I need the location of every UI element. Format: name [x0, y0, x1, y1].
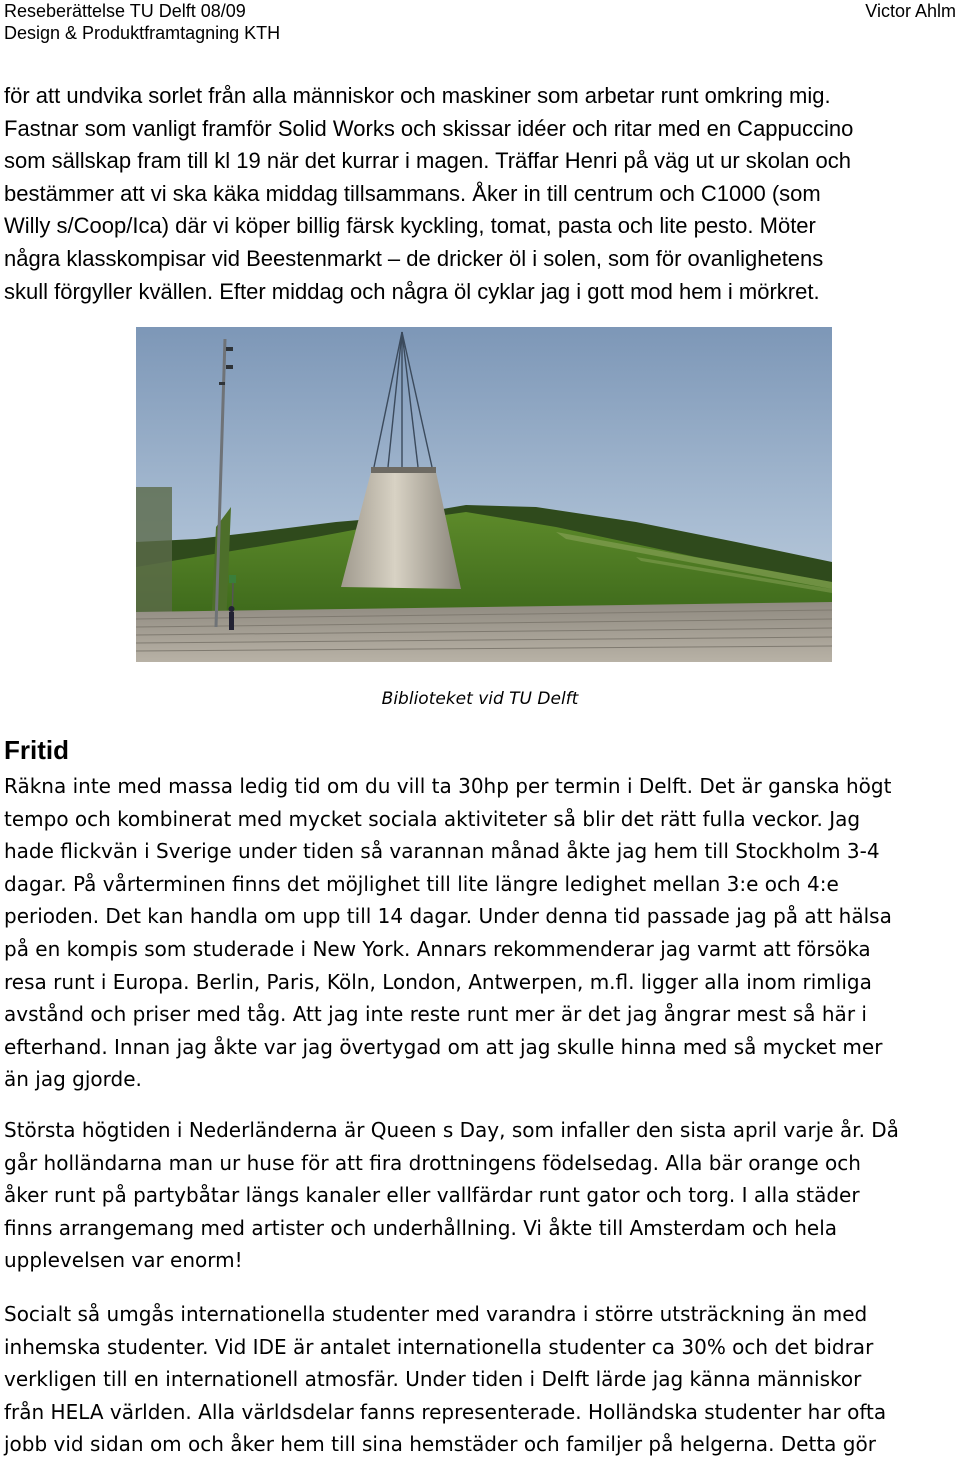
figure-caption: Biblioteket vid TU Delft — [381, 689, 579, 709]
text-line: Största högtiden i Nederländerna är Queen s Day, som infaller den sista april varje år. Då — [4, 1118, 899, 1142]
text-line: några klasskompisar vid Beestenmarkt – de dricker öl i solen, som för ovanlighetens — [4, 245, 824, 271]
text-line: Fastnar som vanligt framför Solid Works och skissar idéer och ritar med en Cappuccino — [4, 115, 854, 141]
text-line: dagar. På vårterminen finns det möjlighet till lite längre ledighet mellan 3:e och 4:e — [4, 871, 839, 896]
text-line: åker runt på partybåtar längs kanaler eller vallfärdar runt gator och torg. I alla städer — [4, 1183, 860, 1208]
text-line: på en kompis som studerade i New York. Annars rekommenderar jag varmt att försöka — [4, 936, 871, 961]
text-line: inhemska studenter. Vid IDE är antalet internationella studenter ca 30% och det bidrar — [4, 1334, 874, 1359]
text-line: Socialt så umgås internationella studenter med varandra i större utsträckning än med — [4, 1302, 868, 1326]
text-line: än jag gjorde. — [4, 1067, 142, 1092]
text-line: efterhand. Innan jag åkte var jag övertygad om att jag skulle hinna med så mycket mer — [4, 1034, 883, 1059]
text-line: från HELA världen. Alla världsdelar fanns representerade. Holländska studenter har ofta — [4, 1399, 887, 1424]
text-line: avstånd och priser med tåg. Att jag inte reste runt mer är det jag ångrar mest så här i — [4, 1002, 867, 1027]
text-line: upplevelsen var enorm! — [4, 1248, 243, 1273]
section-heading: Fritid — [4, 735, 69, 765]
document-subtitle: Design & Produktframtagning KTH — [4, 23, 281, 43]
text-line: som sällskap fram till kl 19 när det kurrar i magen. Träffar Henri på väg ut ur skolan och — [4, 148, 851, 174]
text-line: går holländarna man ur huse för att fira drottningens födelsedag. Alla bär orange och — [4, 1150, 861, 1175]
text-line: Willy s/Coop/Ica) där vi köper billig färsk kyckling, tomat, pasta och lite pesto. Möter — [4, 213, 816, 239]
text-line: verkligen till en internationell atmosfär. Under tiden i Delft lärde jag känna människor — [4, 1367, 862, 1392]
text-line: resa runt i Europa. Berlin, Paris, Köln, London, Antwerpen, m.fl. ligger alla inom rimliga — [4, 969, 872, 994]
author-name: Victor Ahlm — [865, 1, 956, 21]
paragraph-social — [4, 1298, 956, 1461]
intro-paragraph — [4, 80, 956, 308]
text-line: Räkna inte med massa ledig tid om du vill ta 30hp per termin i Delft. Det är ganska högt — [4, 774, 892, 798]
text-line: jobb vid sidan om och åker hem till sina hemstäder och familjer på helgerna. Detta gör — [4, 1432, 876, 1457]
text-line: skull förgyller kvällen. Efter middag och några öl cyklar jag i gott mod hem i mörkret. — [4, 278, 820, 304]
document-title: Reseberättelse TU Delft 08/09 — [4, 1, 246, 21]
paragraph-queens-day — [4, 1114, 956, 1277]
text-line: perioden. Det kan handla om upp till 14 dagar. Under denna tid passade jag på att hälsa — [4, 904, 892, 929]
text-line: bestämmer att vi ska käka middag tillsammans. Åker in till centrum och C1000 (som — [4, 180, 821, 206]
text-line: hade flickvän i Sverige under tiden så varannan månad åkte jag hem till Stockholm 3-4 — [4, 839, 880, 864]
text-line: för att undvika sorlet från alla människor och maskiner som arbetar runt omkring mig. — [4, 83, 831, 108]
paragraph-leisure — [4, 770, 956, 1096]
text-line: tempo och kombinerat med mycket sociala aktiviteter så blir det rätt fulla veckor. Jag — [4, 806, 861, 831]
library-photo — [136, 327, 832, 662]
text-line: finns arrangemang med artister och underhållning. Vi åkte till Amsterdam och hela — [4, 1215, 838, 1240]
